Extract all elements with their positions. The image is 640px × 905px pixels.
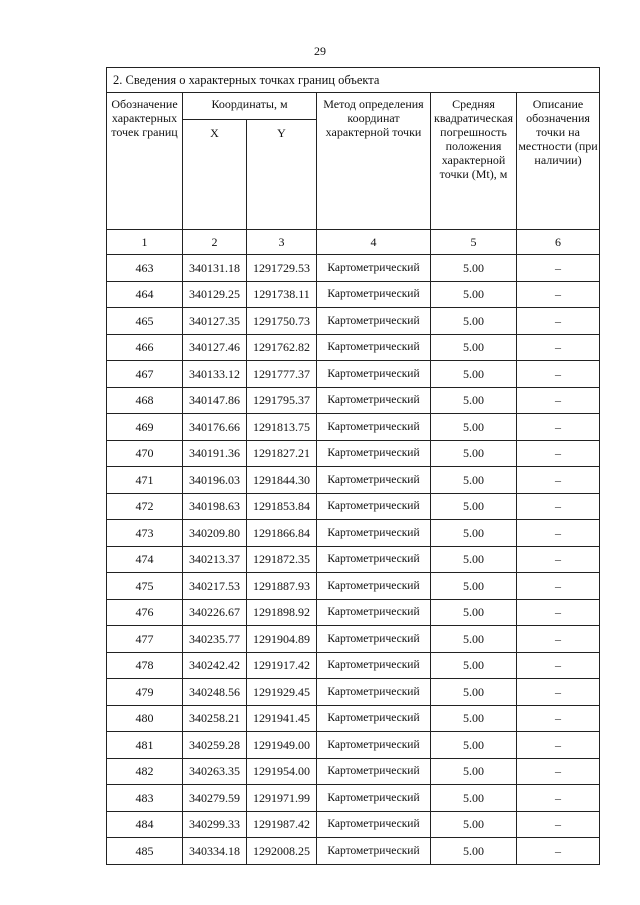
point-id-cell: 469: [107, 414, 183, 441]
header-point-designation: Обозначение характерных точек границ: [107, 93, 183, 230]
method-cell: Картометрический: [317, 308, 431, 335]
x-coordinate-cell: 340299.33: [183, 811, 247, 838]
point-id-cell: 484: [107, 811, 183, 838]
table-row: [107, 811, 600, 838]
mean-error-cell: 5.00: [431, 414, 517, 441]
mean-error-cell: 5.00: [431, 573, 517, 600]
y-coordinate-cell: 1291971.99: [247, 785, 317, 812]
point-id-cell: 479: [107, 679, 183, 706]
mean-error-cell: 5.00: [431, 255, 517, 282]
mean-error-cell: 5.00: [431, 652, 517, 679]
table-row: [107, 705, 600, 732]
y-coordinate-cell: 1291738.11: [247, 281, 317, 308]
x-coordinate-cell: 340259.28: [183, 732, 247, 759]
table-row: [107, 387, 600, 414]
mean-error-cell: 5.00: [431, 440, 517, 467]
column-number: 6: [517, 230, 600, 255]
point-id-cell: 472: [107, 493, 183, 520]
point-id-cell: 483: [107, 785, 183, 812]
table-row: [107, 546, 600, 573]
y-coordinate-cell: 1291954.00: [247, 758, 317, 785]
table-row: [107, 281, 600, 308]
description-cell: –: [517, 652, 600, 679]
table-row: [107, 838, 600, 865]
point-id-cell: 481: [107, 732, 183, 759]
table-row: [107, 255, 600, 282]
table-row: [107, 334, 600, 361]
description-cell: –: [517, 599, 600, 626]
point-id-cell: 468: [107, 387, 183, 414]
x-coordinate-cell: 340217.53: [183, 573, 247, 600]
method-cell: Картометрический: [317, 626, 431, 653]
y-coordinate-cell: 1291987.42: [247, 811, 317, 838]
header-y: Y: [247, 120, 317, 230]
table-row: [107, 599, 600, 626]
y-coordinate-cell: 1291949.00: [247, 732, 317, 759]
x-coordinate-cell: 340209.80: [183, 520, 247, 547]
table-row: [107, 493, 600, 520]
header-mean-error: Средняя квадратическая погрешность положения характерной точки (Mt), м: [431, 93, 517, 230]
point-id-cell: 477: [107, 626, 183, 653]
mean-error-cell: 5.00: [431, 334, 517, 361]
point-id-cell: 476: [107, 599, 183, 626]
mean-error-cell: 5.00: [431, 785, 517, 812]
method-cell: Картометрический: [317, 334, 431, 361]
description-cell: –: [517, 467, 600, 494]
method-cell: Картометрический: [317, 573, 431, 600]
table-row: [107, 573, 600, 600]
method-cell: Картометрический: [317, 520, 431, 547]
header-x: X: [183, 120, 247, 230]
table-row: [107, 440, 600, 467]
mean-error-cell: 5.00: [431, 599, 517, 626]
mean-error-cell: 5.00: [431, 467, 517, 494]
description-cell: –: [517, 811, 600, 838]
y-coordinate-cell: 1291844.30: [247, 467, 317, 494]
method-cell: Картометрический: [317, 732, 431, 759]
description-cell: –: [517, 281, 600, 308]
page-number: 29: [314, 44, 326, 58]
y-coordinate-cell: 1291904.89: [247, 626, 317, 653]
boundary-points-table: [106, 67, 600, 865]
table-row: [107, 679, 600, 706]
mean-error-cell: 5.00: [431, 705, 517, 732]
x-coordinate-cell: 340191.36: [183, 440, 247, 467]
point-id-cell: 471: [107, 467, 183, 494]
y-coordinate-cell: 1291941.45: [247, 705, 317, 732]
y-coordinate-cell: 1291866.84: [247, 520, 317, 547]
description-cell: –: [517, 679, 600, 706]
method-cell: Картометрический: [317, 705, 431, 732]
mean-error-cell: 5.00: [431, 281, 517, 308]
column-number-row: [107, 230, 600, 255]
description-cell: –: [517, 520, 600, 547]
column-number: 5: [431, 230, 517, 255]
mean-error-cell: 5.00: [431, 758, 517, 785]
table-body: [107, 255, 600, 865]
y-coordinate-cell: 1291917.42: [247, 652, 317, 679]
method-cell: Картометрический: [317, 758, 431, 785]
description-cell: –: [517, 546, 600, 573]
method-cell: Картометрический: [317, 414, 431, 441]
y-coordinate-cell: 1291853.84: [247, 493, 317, 520]
column-number: 2: [183, 230, 247, 255]
mean-error-cell: 5.00: [431, 732, 517, 759]
y-coordinate-cell: 1291813.75: [247, 414, 317, 441]
table-row: [107, 758, 600, 785]
x-coordinate-cell: 340147.86: [183, 387, 247, 414]
x-coordinate-cell: 340242.42: [183, 652, 247, 679]
method-cell: Картометрический: [317, 361, 431, 388]
method-cell: Картометрический: [317, 387, 431, 414]
point-id-cell: 482: [107, 758, 183, 785]
method-cell: Картометрический: [317, 440, 431, 467]
table-row: [107, 361, 600, 388]
point-id-cell: 463: [107, 255, 183, 282]
x-coordinate-cell: 340226.67: [183, 599, 247, 626]
y-coordinate-cell: 1291898.92: [247, 599, 317, 626]
mean-error-cell: 5.00: [431, 626, 517, 653]
x-coordinate-cell: 340131.18: [183, 255, 247, 282]
x-coordinate-cell: 340133.12: [183, 361, 247, 388]
method-cell: Картометрический: [317, 652, 431, 679]
mean-error-cell: 5.00: [431, 811, 517, 838]
column-number: 3: [247, 230, 317, 255]
method-cell: Картометрический: [317, 679, 431, 706]
mean-error-cell: 5.00: [431, 493, 517, 520]
table-row: [107, 308, 600, 335]
description-cell: –: [517, 414, 600, 441]
point-id-cell: 466: [107, 334, 183, 361]
description-cell: –: [517, 705, 600, 732]
y-coordinate-cell: 1291929.45: [247, 679, 317, 706]
table-row: [107, 785, 600, 812]
y-coordinate-cell: 1291827.21: [247, 440, 317, 467]
y-coordinate-cell: 1291750.73: [247, 308, 317, 335]
description-cell: –: [517, 758, 600, 785]
description-cell: –: [517, 361, 600, 388]
x-coordinate-cell: 340235.77: [183, 626, 247, 653]
point-id-cell: 475: [107, 573, 183, 600]
x-coordinate-cell: 340176.66: [183, 414, 247, 441]
table-row: [107, 520, 600, 547]
description-cell: –: [517, 255, 600, 282]
method-cell: Картометрический: [317, 838, 431, 865]
column-number: 1: [107, 230, 183, 255]
description-cell: –: [517, 334, 600, 361]
point-id-cell: 473: [107, 520, 183, 547]
point-id-cell: 474: [107, 546, 183, 573]
method-cell: Картометрический: [317, 599, 431, 626]
method-cell: Картометрический: [317, 493, 431, 520]
x-coordinate-cell: 340258.21: [183, 705, 247, 732]
description-cell: –: [517, 785, 600, 812]
description-cell: –: [517, 732, 600, 759]
y-coordinate-cell: 1291729.53: [247, 255, 317, 282]
method-cell: Картометрический: [317, 811, 431, 838]
x-coordinate-cell: 340129.25: [183, 281, 247, 308]
x-coordinate-cell: 340334.18: [183, 838, 247, 865]
point-id-cell: 485: [107, 838, 183, 865]
mean-error-cell: 5.00: [431, 838, 517, 865]
x-coordinate-cell: 340263.35: [183, 758, 247, 785]
table-row: [107, 732, 600, 759]
y-coordinate-cell: 1292008.25: [247, 838, 317, 865]
table-row: [107, 626, 600, 653]
description-cell: –: [517, 440, 600, 467]
x-coordinate-cell: 340279.59: [183, 785, 247, 812]
point-id-cell: 480: [107, 705, 183, 732]
method-cell: Картометрический: [317, 546, 431, 573]
x-coordinate-cell: 340198.63: [183, 493, 247, 520]
y-coordinate-cell: 1291872.35: [247, 546, 317, 573]
point-id-cell: 464: [107, 281, 183, 308]
table-row: [107, 414, 600, 441]
y-coordinate-cell: 1291777.37: [247, 361, 317, 388]
method-cell: Картометрический: [317, 785, 431, 812]
mean-error-cell: 5.00: [431, 520, 517, 547]
mean-error-cell: 5.00: [431, 679, 517, 706]
column-number: 4: [317, 230, 431, 255]
y-coordinate-cell: 1291762.82: [247, 334, 317, 361]
table-row: [107, 467, 600, 494]
method-cell: Картометрический: [317, 255, 431, 282]
header-description: Описание обозначения точки на местности (при наличии): [517, 93, 600, 230]
description-cell: –: [517, 573, 600, 600]
description-cell: –: [517, 493, 600, 520]
description-cell: –: [517, 626, 600, 653]
description-cell: –: [517, 387, 600, 414]
mean-error-cell: 5.00: [431, 308, 517, 335]
header-method: Метод определения координат характерной точки: [317, 93, 431, 230]
header-coordinates: Координаты, м: [183, 93, 317, 120]
method-cell: Картометрический: [317, 467, 431, 494]
y-coordinate-cell: 1291795.37: [247, 387, 317, 414]
point-id-cell: 470: [107, 440, 183, 467]
x-coordinate-cell: 340213.37: [183, 546, 247, 573]
x-coordinate-cell: 340248.56: [183, 679, 247, 706]
point-id-cell: 478: [107, 652, 183, 679]
description-cell: –: [517, 308, 600, 335]
x-coordinate-cell: 340127.46: [183, 334, 247, 361]
x-coordinate-cell: 340127.35: [183, 308, 247, 335]
table-row: [107, 652, 600, 679]
mean-error-cell: 5.00: [431, 546, 517, 573]
description-cell: –: [517, 838, 600, 865]
point-id-cell: 467: [107, 361, 183, 388]
section-title: 2. Сведения о характерных точках границ объекта: [107, 68, 600, 93]
x-coordinate-cell: 340196.03: [183, 467, 247, 494]
method-cell: Картометрический: [317, 281, 431, 308]
point-id-cell: 465: [107, 308, 183, 335]
mean-error-cell: 5.00: [431, 361, 517, 388]
mean-error-cell: 5.00: [431, 387, 517, 414]
y-coordinate-cell: 1291887.93: [247, 573, 317, 600]
